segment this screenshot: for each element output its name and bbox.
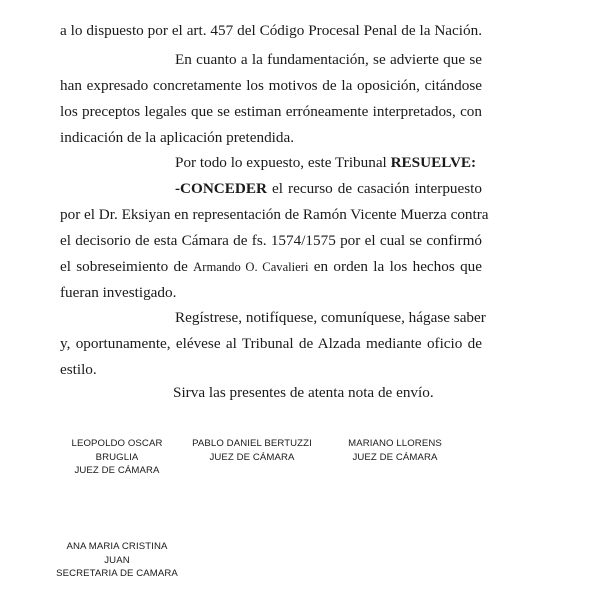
concede-1-rest: el recurso de casación interpuesto bbox=[266, 180, 482, 197]
resuelve-prefix: Por todo lo expuesto, este Tribunal bbox=[175, 154, 391, 171]
signature-name-line-2: BRUGLIA bbox=[95, 451, 139, 463]
accused-name: Armando O. Cavalieri bbox=[193, 260, 309, 274]
signature-block-llorens bbox=[343, 437, 447, 464]
text-line-resuelve bbox=[175, 153, 482, 172]
text-line-concede-3: el decisorio de esta Cámara de fs. 1574/1575 por el cual se confirmó bbox=[60, 232, 482, 249]
concede-4-end: en orden la los hechos que bbox=[308, 258, 483, 275]
text-line-fundamentacion-3: los preceptos legales que se estiman erróneamente interpretados, con bbox=[60, 103, 482, 120]
resuelve-keyword: RESUELVE: bbox=[390, 154, 477, 171]
signature-name-line-1: ANA MARIA CRISTINA bbox=[66, 541, 168, 552]
text-line-fundamentacion-1: En cuanto a la fundamentación, se advierte que se bbox=[175, 51, 482, 68]
signature-block-bruglia bbox=[65, 437, 169, 478]
text-line-concede-1 bbox=[175, 179, 482, 198]
signature-name-line-2: JUAN bbox=[104, 554, 130, 566]
signature-title: JUEZ DE CÁMARA bbox=[74, 465, 160, 476]
signature-block-secretaria bbox=[55, 540, 179, 581]
text-line-registrese-3: estilo. bbox=[60, 361, 97, 378]
text-line-concede-5: fueran investigado. bbox=[60, 284, 177, 301]
signature-name: MARIANO LLORENS bbox=[348, 438, 442, 449]
signature-block-bertuzzi bbox=[190, 437, 314, 464]
signature-name: PABLO DANIEL BERTUZZI bbox=[192, 438, 312, 449]
signature-title: JUEZ DE CÁMARA bbox=[209, 451, 295, 463]
text-line-sirva: Sirva las presentes de atenta nota de envío. bbox=[173, 384, 434, 401]
text-line-registrese-1: Regístrese, notifíquese, comuníquese, hágase saber bbox=[175, 309, 486, 326]
concede-4-start: el sobreseimiento de bbox=[60, 258, 194, 275]
text-line-fundamentacion-2: han expresado concretamente los motivos de la oposición, citándose bbox=[60, 77, 482, 94]
conceder-keyword: -CONCEDER bbox=[175, 180, 267, 197]
text-line-concede-2: por el Dr. Eksiyan en representación de Ramón Vicente Muerza contra bbox=[60, 206, 489, 223]
text-line-concede-4 bbox=[60, 257, 482, 277]
signature-title: SECRETARIA DE CAMARA bbox=[56, 568, 178, 579]
text-line-article-457: a lo dispuesto por el art. 457 del Código Procesal Penal de la Nación. bbox=[60, 22, 482, 39]
text-line-registrese-2: y, oportunamente, elévese al Tribunal de Alzada mediante oficio de bbox=[60, 335, 482, 352]
text-line-fundamentacion-4: indicación de la aplicación pretendida. bbox=[60, 129, 295, 146]
signature-title: JUEZ DE CÁMARA bbox=[352, 451, 438, 463]
signature-name-line-1: LEOPOLDO OSCAR bbox=[71, 438, 163, 449]
